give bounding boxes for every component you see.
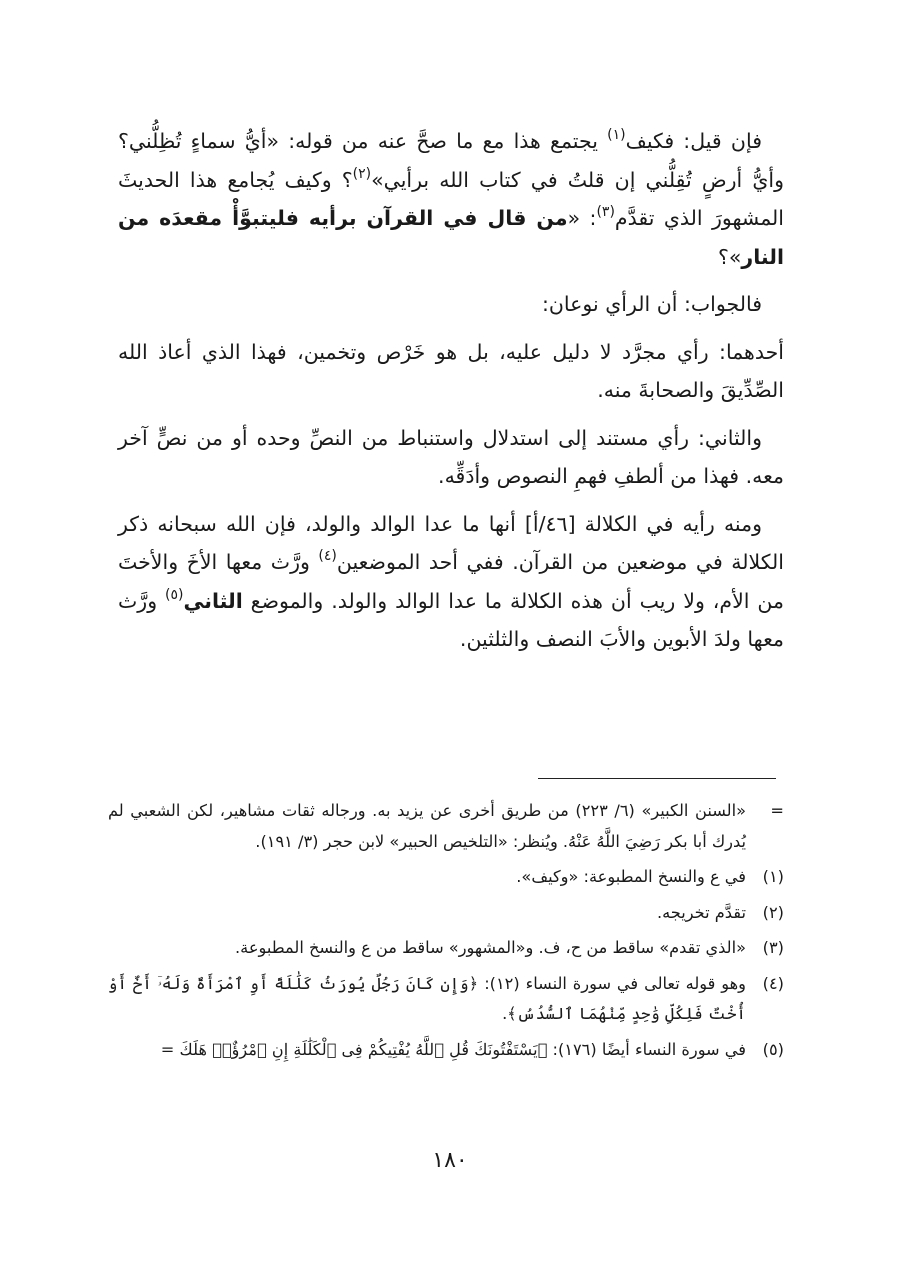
footnote-ref-2: (٢): [352, 165, 372, 182]
footnote-4-body: [108, 969, 746, 1030]
paragraph-question: [118, 122, 784, 276]
footnote-4: [108, 969, 784, 1030]
footnote-5-body: [108, 1035, 746, 1066]
paragraph-kalala-bold: الثاني: [183, 588, 243, 613]
footnote-3-number: (٣): [762, 938, 784, 957]
footnote-ref-1: (١): [607, 127, 626, 143]
footnote-1: [108, 862, 784, 893]
footnote-separator: [538, 778, 776, 779]
paragraph-question-text-c: ؟ وكيف يُجامع هذا الحديثَ المشهورَ الذي تقدَّم: [118, 167, 784, 230]
paragraph-question-text-a: فإن قيل: فكيف: [625, 129, 763, 153]
footnote-3: [108, 933, 784, 964]
footnote-1-text: في ع والنسخ المطبوعة: «وكيف».: [516, 867, 746, 886]
hadith-quote: من قال في القرآن برأيه فليتبوَّأْ مقعدَه من النار: [118, 206, 784, 269]
paragraph-kalala-text-a: ومنه رأيه في الكلالة [٤٦/أ] أنها ما عدا الوالد والولد، فإن الله سبحانه ذكر الكلالة في موضعين من القرآن. ففي أحد الموضعين: [118, 511, 784, 574]
footnote-4-number: (٤): [762, 973, 784, 993]
main-text-block: [118, 122, 784, 668]
footnote-2-number: (٢): [762, 902, 784, 922]
footnote-4-text: وهو قوله تعالى في سورة النساء (١٢):: [484, 973, 746, 993]
footnote-5-number: (٥): [762, 1039, 784, 1059]
footnote-ref-4: (٤): [318, 548, 337, 564]
page-number: ١٨٠: [432, 1148, 468, 1173]
footnote-2-text: تقدَّم تخريجه.: [656, 902, 746, 922]
footnote-continuation-text: «السنن الكبير» (٦/ ٢٢٣) من طريق أخرى عن يزيد به. ورجاله ثقات مشاهير، لكن الشعبي لم يُدرك أبا بكر رَضِيَ اللَّهُ عَنْهُ. ويُنظر: «التلخيص الحبير» لابن حجر (٣/ ١٩١).: [108, 801, 746, 851]
footnote-5-text: في سورة النساء أيضًا (١٧٦):: [552, 1039, 746, 1059]
footnote-2: [108, 898, 784, 929]
footnote-5-quran-verse: ﴿يَسْتَفْتُونَكَ قُلِ ٱللَّهُ يُفْتِيكُمْ فِى ٱلْكَلَٰلَةِ إِنِ ٱمْرُؤٌا۟ هَلَكَ =: [160, 1039, 548, 1059]
paragraph-kalala-text-b: ورَّث معها الأخَ والأختَ من الأم، ولا ريب أن هذه الكلالة ما عدا الوالد والولد. والموضع: [118, 550, 784, 613]
paragraph-answer: فالجواب: أن الرأي نوعان:: [541, 292, 762, 316]
paragraph-question-text-b: يجتمع هذا مع ما صحَّ عنه من قوله: «أيُّ سماءٍ تُظِلُّني؟ وأيُّ أرضٍ تُقِلُّني إن قلتُ في كتاب الله برأيي»: [118, 129, 784, 192]
footnote-4-quran-verse: ﴿وَإِن كَانَ رَجُلٌ يُورَثُ كَلَٰلَةً أَوِ ٱمْرَأَةٌ وَلَهُۥٓ أَخٌ أَوْ أُخْتٌ فَلِكُلِّ وَٰحِدٍ مِّنْهُمَا ٱلسُّدُسُ﴾.: [108, 973, 746, 1023]
paragraph-second-type: والثاني: رأي مستند إلى استدلال واستنباط من النصِّ وحده أو من نصٍّ آخر معه. فهذا من ألطفِ فهمِ النصوص وأدَقِّه.: [118, 425, 784, 488]
paragraph-kalala-text-c: ورَّث معها ولدَ الأبوين والأبَ النصف والثلثين.: [118, 588, 784, 651]
paragraph-first-type: أحدهما: رأي مجرَّد لا دليل عليه، بل هو خَرْص وتخمين، فهذا الذي أعاذ الله الصِّدِّيقَ والصحابةَ منه.: [118, 339, 784, 402]
footnote-1-number: (١): [762, 867, 784, 886]
footnote-ref-3: (٣): [596, 204, 615, 220]
footnotes-block: [108, 796, 784, 1070]
footnote-5: [108, 1035, 784, 1066]
footnote-3-text: «الذي تقدم» ساقط من ح، ف. و«المشهور» ساقط من ع والنسخ المطبوعة.: [235, 938, 746, 957]
paragraph-question-text-d: : «: [567, 206, 597, 230]
paragraph-kalala: [118, 505, 784, 659]
footnote-continuation-marker: =: [770, 801, 784, 820]
footnote-continuation: [108, 796, 784, 857]
footnote-ref-5: (٥): [165, 586, 184, 603]
paragraph-question-text-e: »؟: [717, 244, 742, 269]
